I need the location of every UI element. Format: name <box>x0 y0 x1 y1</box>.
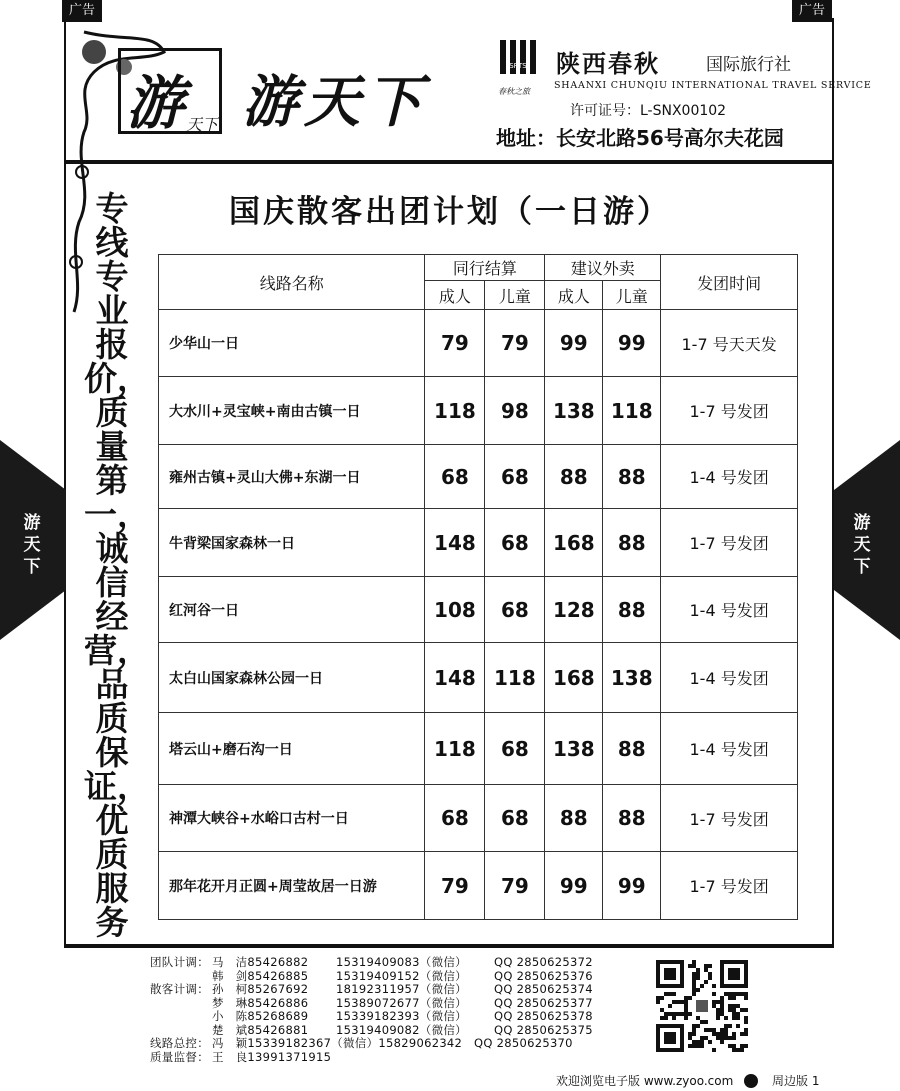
slogan-char: 优 <box>95 801 129 840</box>
header-retail-price: 建议外卖 <box>545 255 661 281</box>
contact-role <box>150 970 212 984</box>
slogan-char: 务 <box>95 903 129 942</box>
peer-child-price: 79 <box>485 852 545 920</box>
slogan-char: 质 <box>95 699 129 738</box>
contact-qq: QQ 2850625372 <box>494 955 593 969</box>
table-row <box>159 713 798 785</box>
peer-child-price: 79 <box>485 310 545 377</box>
contact-mobile: 15339182393（微信） <box>336 1009 467 1023</box>
header-peer-price: 同行结算 <box>425 255 545 281</box>
contact-qq: QQ 2850625376 <box>494 968 593 983</box>
depart-date-cell: 1-7 号天天发 <box>661 310 798 377</box>
route-name-cell: 大水川+灵宝峡+南由古镇一日 <box>159 377 425 445</box>
corner-tag-left: 广告 <box>62 0 102 22</box>
depart-date-cell: 1-4 号发团 <box>661 713 798 785</box>
slogan-char: 第 <box>95 461 129 500</box>
slogan-char: 信 <box>95 563 129 602</box>
route-name-cell: 少华山一日 <box>159 310 425 377</box>
contact-name: 梦 琳85426886 <box>212 995 309 1010</box>
brand-title: 游天下 <box>242 69 428 135</box>
contact-detail: 冯 颖15339182367（微信）15829062342 QQ 2850625370 <box>212 1036 573 1050</box>
footer-divider <box>64 944 834 948</box>
table-row <box>159 577 798 643</box>
retail-adult-price: 138 <box>545 713 603 785</box>
depart-date-cell: 1-4 号发团 <box>661 577 798 643</box>
contact-list <box>150 956 593 1064</box>
table-row <box>159 643 798 713</box>
depart-date-cell: 1-7 号发团 <box>661 509 798 577</box>
contact-role <box>150 1024 212 1038</box>
contact-role: 线路总控： <box>150 1036 209 1050</box>
contact-mobile: 15319409082（微信） <box>336 1022 467 1037</box>
slogan-char: 专 <box>95 257 129 296</box>
agency-mark-label: SRTS <box>509 62 527 70</box>
retail-child-price: 99 <box>603 852 661 920</box>
table-row <box>159 445 798 509</box>
peer-adult-price: 79 <box>425 310 485 377</box>
retail-adult-price: 128 <box>545 577 603 643</box>
retail-child-price: 88 <box>603 509 661 577</box>
retail-child-price: 88 <box>603 785 661 852</box>
slogan-char: 质 <box>95 393 129 432</box>
contact-mobile: 15389072677（微信） <box>336 995 467 1010</box>
slogan-char: 保 <box>95 733 129 772</box>
retail-child-price: 88 <box>603 713 661 785</box>
peer-adult-price: 108 <box>425 577 485 643</box>
contact-role: 团队计调： <box>150 955 209 969</box>
quality-supervisor-row <box>150 1051 593 1065</box>
agency-logo-icon <box>498 38 542 82</box>
header-peer-adult: 成人 <box>425 281 485 310</box>
route-name-cell: 牛背梁国家森林一日 <box>159 509 425 577</box>
depart-date-cell: 1-4 号发团 <box>661 643 798 713</box>
qr-code-icon <box>656 960 748 1052</box>
slogan-char: 营， <box>84 631 150 670</box>
page-title: 国庆散客出团计划（一日游） <box>229 194 671 230</box>
slogan-char: 量 <box>95 427 129 466</box>
depart-date-cell: 1-7 号发团 <box>661 785 798 852</box>
retail-adult-price: 99 <box>545 852 603 920</box>
contact-mobile: 15319409152（微信） <box>336 968 467 983</box>
peer-child-price: 68 <box>485 713 545 785</box>
retail-adult-price: 138 <box>545 377 603 445</box>
slogan-char: 业 <box>95 291 129 330</box>
route-name-cell: 那年花开月正圆+周莹故居一日游 <box>159 852 425 920</box>
depart-date-cell: 1-7 号发团 <box>661 852 798 920</box>
contact-name: 孙 柯85267692 <box>212 982 309 996</box>
contact-row <box>150 1010 593 1024</box>
peer-adult-price: 148 <box>425 643 485 713</box>
slogan-char: 价， <box>84 359 150 398</box>
header-retail-adult: 成人 <box>545 281 603 310</box>
peer-adult-price: 118 <box>425 377 485 445</box>
slogan-char: 质 <box>95 835 129 874</box>
retail-child-price: 118 <box>603 377 661 445</box>
agency-name-en: SHAANXI CHUNQIU INTERNATIONAL TRAVEL SERVICE <box>554 80 872 91</box>
depart-date-cell: 1-7 号发团 <box>661 377 798 445</box>
line-control-row <box>150 1037 593 1051</box>
peer-child-price: 68 <box>485 509 545 577</box>
contact-qq: QQ 2850625377 <box>494 995 593 1010</box>
header-route: 线路名称 <box>159 255 425 310</box>
contact-name: 马 洁85426882 <box>212 955 309 969</box>
retail-child-price: 138 <box>603 643 661 713</box>
contact-mobile: 15319409083（微信） <box>336 955 467 969</box>
peer-child-price: 118 <box>485 643 545 713</box>
route-name-cell: 塔云山+磨石沟一日 <box>159 713 425 785</box>
slogan-char: 品 <box>95 665 129 704</box>
peer-child-price: 68 <box>485 577 545 643</box>
peer-adult-price: 118 <box>425 713 485 785</box>
peer-child-price: 68 <box>485 785 545 852</box>
side-slogan <box>84 189 150 942</box>
retail-adult-price: 168 <box>545 643 603 713</box>
retail-child-price: 99 <box>603 310 661 377</box>
contact-row <box>150 956 593 970</box>
route-name-cell: 红河谷一日 <box>159 577 425 643</box>
contact-qq: QQ 2850625374 <box>494 982 593 996</box>
contact-row <box>150 1024 593 1038</box>
slogan-char: 证， <box>84 767 150 806</box>
contact-detail: 王 良13991371915 <box>212 1049 332 1064</box>
header-retail-child: 儿童 <box>603 281 661 310</box>
slogan-char: 线 <box>95 223 129 262</box>
peer-adult-price: 79 <box>425 852 485 920</box>
retail-child-price: 88 <box>603 445 661 509</box>
contact-name: 楚 斌85426881 <box>212 1022 309 1037</box>
depart-date-cell: 1-4 号发团 <box>661 445 798 509</box>
peer-adult-price: 68 <box>425 785 485 852</box>
slogan-char: 诚 <box>95 529 129 568</box>
contact-role: 散客计调： <box>150 982 209 996</box>
contact-role: 质量监督： <box>150 1049 209 1064</box>
contact-row <box>150 970 593 984</box>
route-name-cell: 神潭大峡谷+水峪口古村一日 <box>159 785 425 852</box>
route-name-cell: 太白山国家森林公园一日 <box>159 643 425 713</box>
tour-plan-table <box>158 254 798 920</box>
contact-row <box>150 997 593 1011</box>
retail-adult-price: 168 <box>545 509 603 577</box>
footer-welcome: 欢迎浏览电子版 www.zyoo.com <box>556 1074 734 1088</box>
contact-mobile: 18192311957（微信） <box>336 982 467 996</box>
side-tab-left-label: 游天下 <box>23 513 41 577</box>
contact-name: 韩 剑85426885 <box>212 968 309 983</box>
agency-address: 地址：长安北路56号高尔夫花园 <box>496 126 784 150</box>
agency-name-suffix: 国际旅行社 <box>706 55 791 75</box>
corner-tag-right: 广告 <box>792 0 832 22</box>
retail-child-price: 88 <box>603 577 661 643</box>
logo-glyph: 游 <box>126 69 185 137</box>
route-name-cell: 雍州古镇+灵山大佛+东湖一日 <box>159 445 425 509</box>
peer-child-price: 68 <box>485 445 545 509</box>
peer-adult-price: 148 <box>425 509 485 577</box>
table-row <box>159 310 798 377</box>
peer-adult-price: 68 <box>425 445 485 509</box>
footer-bar <box>520 1071 900 1091</box>
contact-name: 小 陈85268689 <box>212 1009 309 1023</box>
peer-child-price: 98 <box>485 377 545 445</box>
license-number: 许可证号：L-SNX00102 <box>570 103 727 119</box>
slogan-char: 专 <box>95 189 129 228</box>
slogan-char: 一， <box>84 495 150 534</box>
agency-tagline: 春秋之旅 <box>498 87 530 96</box>
slogan-char: 经 <box>95 597 129 636</box>
contact-qq: QQ 2850625378 <box>494 1009 593 1023</box>
contact-role <box>150 1010 212 1024</box>
header-depart-date: 发团时间 <box>661 255 798 310</box>
table-row <box>159 509 798 577</box>
agency-name-cn: 陕西春秋 <box>556 50 660 78</box>
side-tab-right-label: 游天下 <box>853 513 871 577</box>
footer-badge-icon <box>744 1074 758 1088</box>
table-row <box>159 852 798 920</box>
slogan-char: 服 <box>95 869 129 908</box>
retail-adult-price: 88 <box>545 785 603 852</box>
logo-subtext: 天下 <box>186 115 219 134</box>
header-divider <box>64 160 834 164</box>
retail-adult-price: 99 <box>545 310 603 377</box>
contact-qq: QQ 2850625375 <box>494 1022 593 1037</box>
slogan-char: 报 <box>95 325 129 364</box>
contact-role <box>150 997 212 1011</box>
retail-adult-price: 88 <box>545 445 603 509</box>
table-row <box>159 377 798 445</box>
table-row <box>159 785 798 852</box>
contact-row <box>150 983 593 997</box>
header-peer-child: 儿童 <box>485 281 545 310</box>
footer-edition: 周边版 1 <box>772 1074 820 1088</box>
